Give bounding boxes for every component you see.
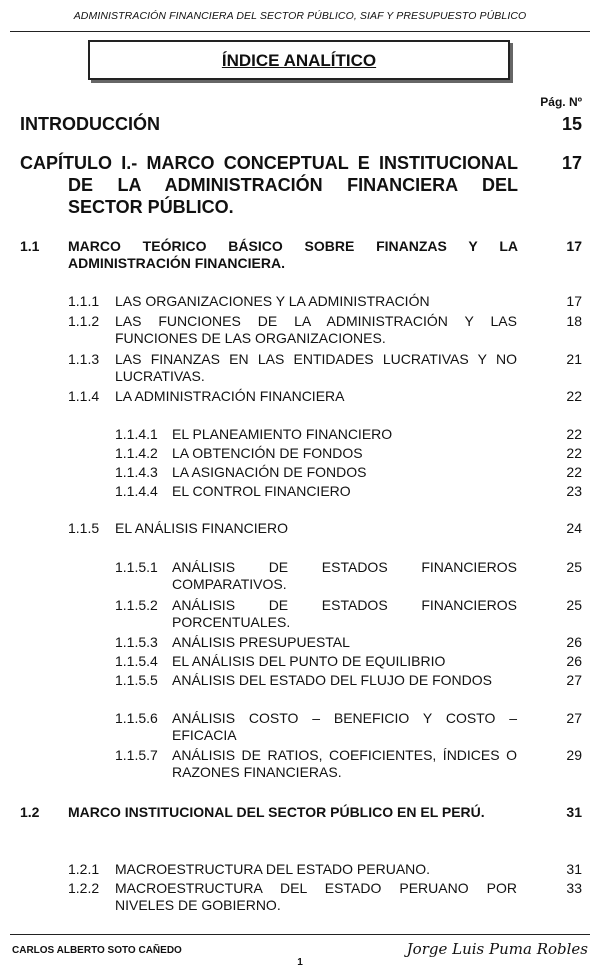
toc-entry-page: 33 <box>566 880 582 896</box>
toc-entry-page: 18 <box>566 313 582 329</box>
toc-entry-title: LA OBTENCIÓN DE FONDOS <box>172 445 363 461</box>
toc-entry-title: CAPÍTULO I.- MARCO CONCEPTUAL E INSTITUCIONAL DE LA ADMINISTRACIÓN FINANCIERA DEL SECTOR PÚBLICO. <box>20 153 518 217</box>
toc-entry-title: LAS ORGANIZACIONES Y LA ADMINISTRACIÓN <box>115 293 430 309</box>
toc-entry-page: 29 <box>566 747 582 763</box>
toc-entry-page: 26 <box>566 653 582 669</box>
toc-entry-number: 1.1.4.3 <box>115 464 158 480</box>
toc-entry-number: 1.1.4.1 <box>115 426 158 442</box>
toc-entry-number: 1.1.5 <box>68 520 100 536</box>
toc-entry-number: 1.1.4.4 <box>115 483 158 499</box>
toc-entry-number: 1.1.4 <box>68 388 100 404</box>
toc-entry-title: ANÁLISIS DE ESTADOS FINANCIEROS COMPARATIVOS. <box>172 559 517 592</box>
toc-entry-title: MARCO TEÓRICO BÁSICO SOBRE FINANZAS Y LA ADMINISTRACIÓN FINANCIERA. <box>68 238 518 271</box>
toc-entry-page: 23 <box>566 483 582 499</box>
toc-entry-page: 17 <box>561 153 582 173</box>
toc-entry-number: 1.1.3 <box>68 351 100 367</box>
toc-entry-page: 22 <box>566 426 582 442</box>
toc-entry-title: INTRODUCCIÓN <box>20 114 160 134</box>
toc-entry-page: 31 <box>566 804 582 820</box>
toc-entry-page: 25 <box>566 597 582 613</box>
footer-author-right: Jorge Luis Puma Robles <box>406 940 588 958</box>
toc-entry-number: 1.1.5.7 <box>115 747 158 763</box>
title-box <box>88 40 510 80</box>
toc-entry-page: 15 <box>561 114 582 134</box>
toc-entry-title: MACROESTRUCTURA DEL ESTADO PERUANO POR NIVELES DE GOBIERNO. <box>115 880 517 913</box>
toc-entry-title: LAS FUNCIONES DE LA ADMINISTRACIÓN Y LAS FUNCIONES DE LAS ORGANIZACIONES. <box>115 313 517 346</box>
toc-entry-page: 17 <box>566 238 582 254</box>
toc-entry-page: 27 <box>566 672 582 688</box>
toc-entry-number: 1.1.5.5 <box>115 672 158 688</box>
toc-entry-title: LA ADMINISTRACIÓN FINANCIERA <box>115 388 345 404</box>
toc-entry-page: 17 <box>566 293 582 309</box>
toc-entry-page: 25 <box>566 559 582 575</box>
header-rule <box>10 31 590 32</box>
toc-entry-title: ANÁLISIS DEL ESTADO DEL FLUJO DE FONDOS <box>172 672 492 688</box>
toc-entry-number: 1.1.5.4 <box>115 653 158 669</box>
toc-entry-title: ANÁLISIS COSTO – BENEFICIO Y COSTO – EFICACIA <box>172 710 517 743</box>
toc-entry-number: 1.2 <box>20 804 40 820</box>
toc-entry-page: 22 <box>566 464 582 480</box>
toc-entry-title: EL ANÁLISIS FINANCIERO <box>115 520 288 536</box>
toc-entry-number: 1.1.1 <box>68 293 100 309</box>
toc-entry-number: 1.1.5.1 <box>115 559 158 575</box>
toc-entry-page: 22 <box>566 388 582 404</box>
toc-entry-number: 1.2.2 <box>68 880 100 896</box>
footer-author-left: CARLOS ALBERTO SOTO CAÑEDO <box>12 945 182 956</box>
toc-entry-number: 1.1.5.6 <box>115 710 158 726</box>
page-title: ÍNDICE ANALÍTICO <box>221 51 377 70</box>
toc-entry-number: 1.1.4.2 <box>115 445 158 461</box>
toc-entry-number: 1.1.2 <box>68 313 100 329</box>
toc-entry-title: ANÁLISIS DE RATIOS, COEFICIENTES, ÍNDICES O RAZONES FINANCIERAS. <box>172 747 517 780</box>
toc-entry-page: 27 <box>566 710 582 726</box>
toc-entry-page: 22 <box>566 445 582 461</box>
toc-entry-title: ANÁLISIS PRESUPUESTAL <box>172 634 350 650</box>
toc-entry-title: EL ANÁLISIS DEL PUNTO DE EQUILIBRIO <box>172 653 446 669</box>
toc-entry-title: EL CONTROL FINANCIERO <box>172 483 351 499</box>
toc-entry-number: 1.1.5.2 <box>115 597 158 613</box>
toc-entry-title: MARCO INSTITUCIONAL DEL SECTOR PÚBLICO EN EL PERÚ. <box>68 804 485 820</box>
toc-entry-number: 1.1 <box>20 238 40 254</box>
toc-entry-number: 1.1.5.3 <box>115 634 158 650</box>
toc-entry-page: 21 <box>566 351 582 367</box>
page-column-header: Pág. Nº <box>540 95 582 109</box>
toc-entry-title: ANÁLISIS DE ESTADOS FINANCIEROS PORCENTUALES. <box>172 597 517 630</box>
footer-page-number: 1 <box>297 957 303 968</box>
toc-entry-title: LA ASIGNACIÓN DE FONDOS <box>172 464 367 480</box>
toc-entry-title: EL PLANEAMIENTO FINANCIERO <box>172 426 393 442</box>
toc-entry-title: LAS FINANZAS EN LAS ENTIDADES LUCRATIVAS Y NO LUCRATIVAS. <box>115 351 517 384</box>
toc-entry-number: 1.2.1 <box>68 861 100 877</box>
toc-entry-page: 31 <box>566 861 582 877</box>
footer-rule <box>10 934 590 935</box>
toc-entry-page: 24 <box>566 520 582 536</box>
running-header: ADMINISTRACIÓN FINANCIERA DEL SECTOR PÚBLICO, SIAF Y PRESUPUESTO PÚBLICO <box>73 10 527 22</box>
toc-entry-title: MACROESTRUCTURA DEL ESTADO PERUANO. <box>115 861 431 877</box>
toc-entry-page: 26 <box>566 634 582 650</box>
